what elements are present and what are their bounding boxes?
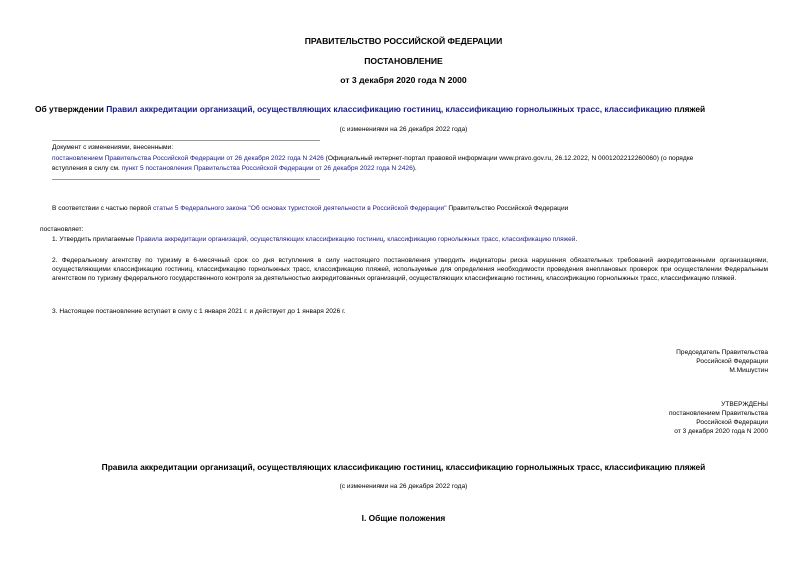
signature-name: М.Мишустин — [729, 367, 768, 374]
tourism-law-link[interactable]: статьи 5 Федерального закона "Об основах туристской деятельности в Российской Федерации" — [152, 205, 447, 212]
approval-stamp — [669, 400, 768, 436]
changes-end-text: ). — [412, 165, 417, 172]
item-1 — [52, 235, 577, 244]
item-1-text: 1. Утвердить прилагаемые — [52, 236, 134, 243]
approval-label: УТВЕРЖДЕНЫ — [721, 401, 768, 408]
changes-intro: Документ с изменениями, внесенными: — [52, 144, 174, 151]
changes-line-1 — [52, 154, 693, 163]
rules-amendment-note: (с изменениями на 26 декабря 2022 года) — [339, 483, 468, 490]
item-2: 2. Федеральному агентству по туризму в 6-месячный срок со дня вступления в силу настоящего постановления утвердить индикаторы риска нарушения обязательных требований аккредитованными организациями, осуществляющими классификацию гостиниц, классификацию горнолыжных трасс, классификацию пляжей, используемые для определения необходимости проведения внеплановых проверок при осуществлении Федеральным агентством по туризму федерального государственного контроля за деятельностью аккредитованных организаций, осуществляющих классификацию гостиниц, классификацию горнолыжных трасс, классификацию пляжей. — [52, 257, 768, 283]
preamble-after: Правительство Российской Федерации — [446, 205, 569, 212]
approval-body: Российской Федерации — [696, 419, 768, 426]
title-prefix: Об утверждении — [35, 104, 104, 114]
decree-word: постановляет: — [40, 226, 84, 233]
signature-position: Председатель Правительства — [676, 349, 768, 356]
changes-top-rule — [52, 140, 320, 141]
item-1-end: . — [575, 236, 578, 243]
title-suffix: пляжей — [674, 104, 706, 114]
changes-source-text: (Официальный интернет-портал правовой информации www.pravo.gov.ru, 26.12.2022, N 0001202212260060) (о порядке — [323, 155, 694, 162]
government-heading: ПРАВИТЕЛЬСТВО РОССИЙСКОЙ ФЕДЕРАЦИИ — [304, 36, 503, 46]
document-type: ПОСТАНОВЛЕНИЕ — [364, 56, 443, 66]
rules-title: Правила аккредитации организаций, осуществляющих классификацию гостиниц, классификацию горнолыжных трасс, классификацию пляжей — [101, 462, 706, 472]
preamble — [52, 204, 568, 213]
approval-date: от 3 декабря 2020 года N 2000 — [674, 428, 768, 435]
signature-body: Российской Федерации — [696, 358, 768, 365]
approval-by: постановлением Правительства — [668, 410, 768, 417]
item-3: 3. Настоящее постановление вступает в силу с 1 января 2021 г. и действует до 1 января 2026 г. — [52, 308, 346, 315]
approved-rules-link[interactable]: Правила аккредитации организаций, осуществляющих классификацию гостиниц, классификацию горнолыжных трасс, классификацию пляжей — [135, 236, 576, 243]
changes-bottom-rule — [52, 179, 320, 180]
preamble-before: В соответствии с частью первой — [52, 205, 152, 212]
amending-decree-link[interactable]: постановлением Правительства Российской Федерации от 26 декабря 2022 года N 2426 — [52, 155, 324, 162]
signature-block — [676, 348, 768, 375]
changes-entry-text: вступления в силу см. — [52, 165, 120, 172]
section-title: I. Общие положения — [361, 513, 446, 523]
document-date-number: от 3 декабря 2020 года N 2000 — [340, 75, 467, 85]
title-rules-link[interactable]: Правил аккредитации организаций, осуществляющих классификацию гостиниц, классификацию горнолыжных трасс, классификацию — [106, 104, 672, 114]
changes-line-2 — [52, 164, 417, 173]
entry-into-force-link[interactable]: пункт 5 постановления Правительства Российской Федерации от 26 декабря 2022 года N 2426 — [121, 165, 413, 172]
document-title — [35, 104, 705, 114]
amendment-note: (с изменениями на 26 декабря 2022 года) — [339, 126, 468, 133]
